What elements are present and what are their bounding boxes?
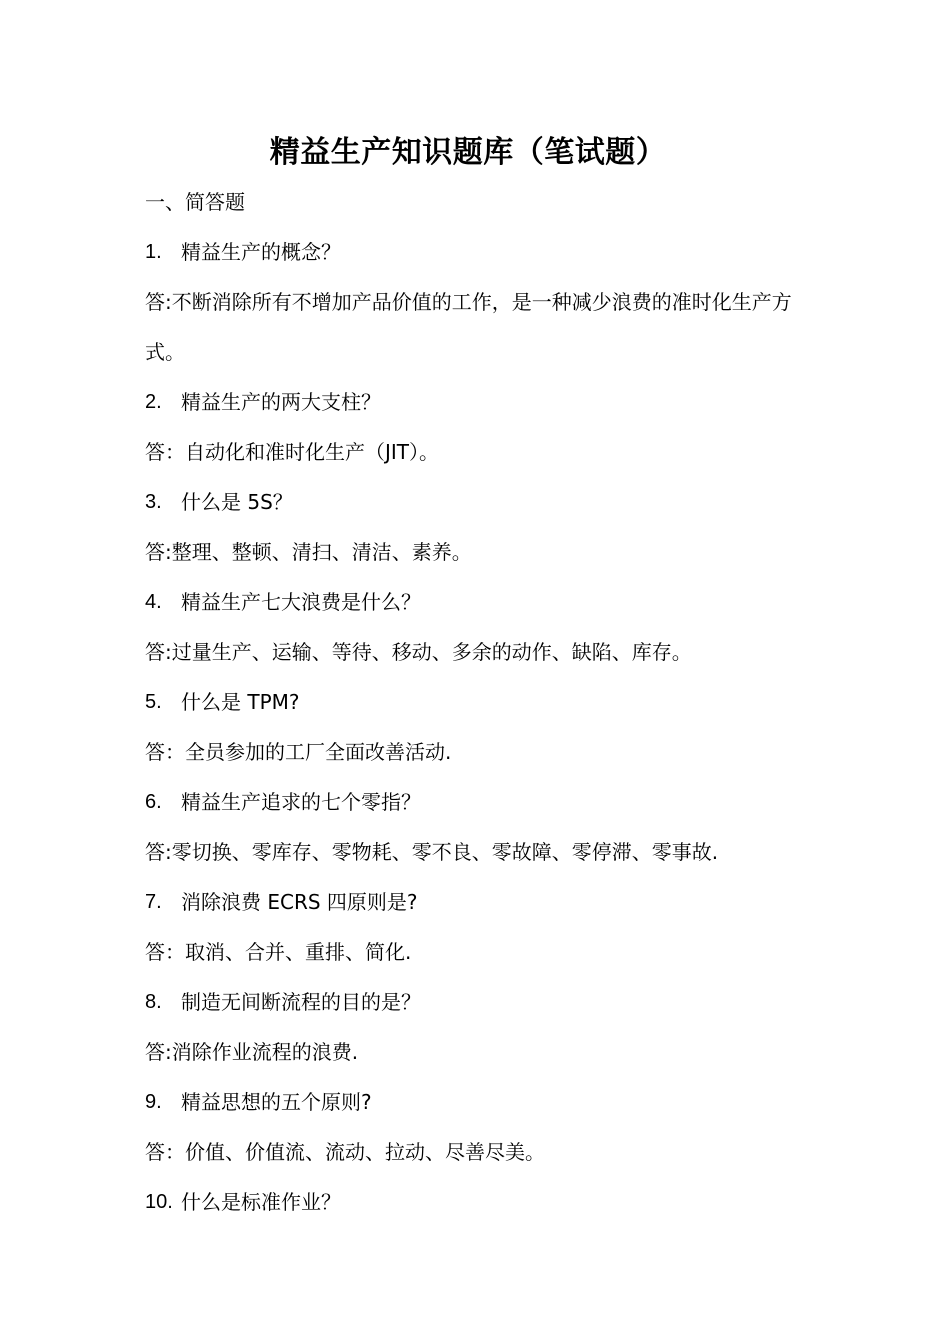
- question-text: 精益生产追求的七个零指？: [181, 790, 421, 814]
- question-number: 8.: [145, 991, 162, 1013]
- question-8: [145, 977, 815, 1027]
- question-text: 消除浪费 ECRS 四原则是?: [181, 890, 418, 914]
- question-number: 5.: [145, 691, 162, 713]
- question-7: [145, 877, 815, 927]
- section-heading: 一、简答题: [145, 190, 245, 214]
- question-number: 6.: [145, 791, 162, 813]
- answer-1: 答:不断消除所有不增加产品价值的工作，是一种减少浪费的准时化生产方式。: [145, 290, 792, 364]
- document-title: 精益生产知识题库（笔试题）: [269, 135, 667, 170]
- question-3: [145, 477, 815, 527]
- question-text: 精益生产的概念？: [181, 240, 341, 264]
- answer-2: 答：自动化和准时化生产（JIT）。: [145, 440, 440, 464]
- question-1: [145, 227, 815, 277]
- question-5: [145, 677, 815, 727]
- answer-7: 答：取消、合并、重排、简化.: [145, 940, 412, 964]
- answer-4: 答:过量生产、运输、等待、移动、多余的动作、缺陷、库存。: [145, 640, 692, 664]
- question-text: 精益思想的五个原则?: [181, 1090, 372, 1114]
- question-number: 2.: [145, 391, 162, 413]
- question-number: 3.: [145, 491, 162, 513]
- question-text: 精益生产七大浪费是什么？: [181, 590, 421, 614]
- question-4: [145, 577, 815, 627]
- question-text: 制造无间断流程的目的是？: [181, 990, 421, 1014]
- answer-3: 答:整理、整顿、清扫、清洁、素养。: [145, 540, 472, 564]
- question-10: [145, 1177, 815, 1227]
- answer-5: 答：全员参加的工厂全面改善活动.: [145, 740, 452, 764]
- question-9: [145, 1077, 815, 1127]
- question-text: 什么是 TPM?: [181, 690, 300, 714]
- question-text: 什么是 5S？: [181, 490, 293, 514]
- question-text: 什么是标准作业？: [181, 1190, 341, 1214]
- question-number: 4.: [145, 591, 162, 613]
- question-6: [145, 777, 815, 827]
- question-2: [145, 377, 815, 427]
- answer-9: 答：价值、价值流、流动、拉动、尽善尽美。: [145, 1140, 545, 1164]
- question-number: 10.: [145, 1191, 173, 1213]
- question-text: 精益生产的两大支柱？: [181, 390, 381, 414]
- answer-8: 答:消除作业流程的浪费.: [145, 1040, 359, 1064]
- question-number: 1.: [145, 241, 162, 263]
- question-number: 7.: [145, 891, 162, 913]
- answer-6: 答:零切换、零库存、零物耗、零不良、零故障、零停滞、零事故.: [145, 840, 719, 864]
- document-body: [145, 177, 815, 1227]
- question-number: 9.: [145, 1091, 162, 1113]
